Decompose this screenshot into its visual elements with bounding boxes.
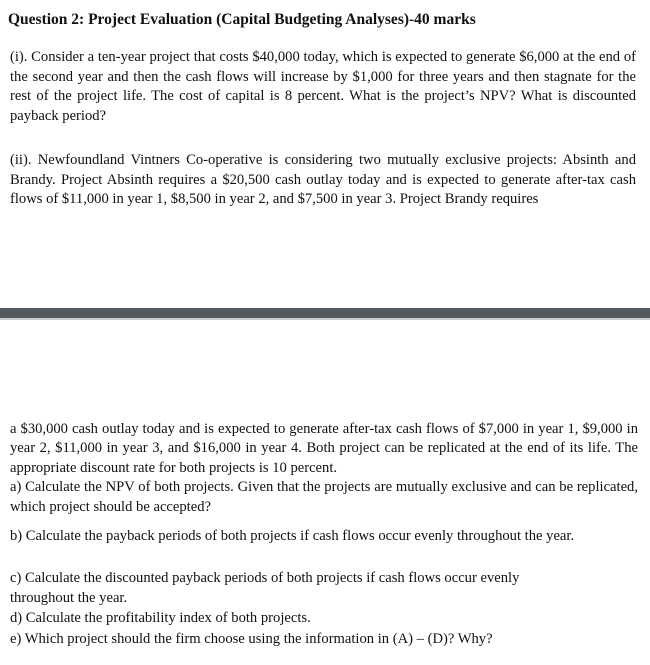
question-title: Question 2: Project Evaluation (Capital Budgeting Analyses)-40 marks — [8, 11, 476, 28]
part-ii-body: a $30,000 cash outlay today and is expected to generate after-tax cash flows of $7,000 in year 1, $9,000 in year 2, $11,000 in year 3, and $16,000 in year 4. Both project can be replicated at the end of its life. The appropriate discount rate for both projects is 10 percent. — [10, 421, 638, 476]
question-a: a) Calculate the NPV of both projects. Given that the projects are mutually exclusive and can be replicated, which project should be accepted? — [10, 479, 638, 515]
question-b: b) Calculate the payback periods of both projects if cash flows occur evenly throughout the year. — [10, 528, 575, 544]
page-divider-edge — [0, 318, 650, 320]
question-d: d) Calculate the profitability index of both projects. — [10, 610, 311, 626]
part-ii-paragraph-page2 — [10, 420, 638, 517]
part-ii-paragraph-page1: (ii). Newfoundland Vintners Co-operative is considering two mutually exclusive projects: Absinth and Brandy. Project Absinth requires a $20,500 cash outlay today and is expected to generate after-tax cash flows of $11,000 in year 1, $8,500 in year 2, and $7,500 in year 3. Project Brandy requires — [10, 152, 636, 208]
page-divider — [0, 308, 650, 320]
question-e: e) Which project should the firm choose using the information in (A) – (D)? Why? — [10, 631, 493, 647]
question-c-line1: c) Calculate the discounted payback periods of both projects if cash flows occur evenly — [10, 570, 520, 586]
question-c-line2: throughout the year. — [10, 590, 128, 606]
part-i-paragraph: (i). Consider a ten-year project that costs $40,000 today, which is expected to generate $6,000 at the end of the second year and then the cash flows will increase by $1,000 for three years and then stagnate for the rest of the project life. The cost of capital is 8 percent. What is the project’s NPV? What is discounted payback period? — [10, 49, 636, 124]
